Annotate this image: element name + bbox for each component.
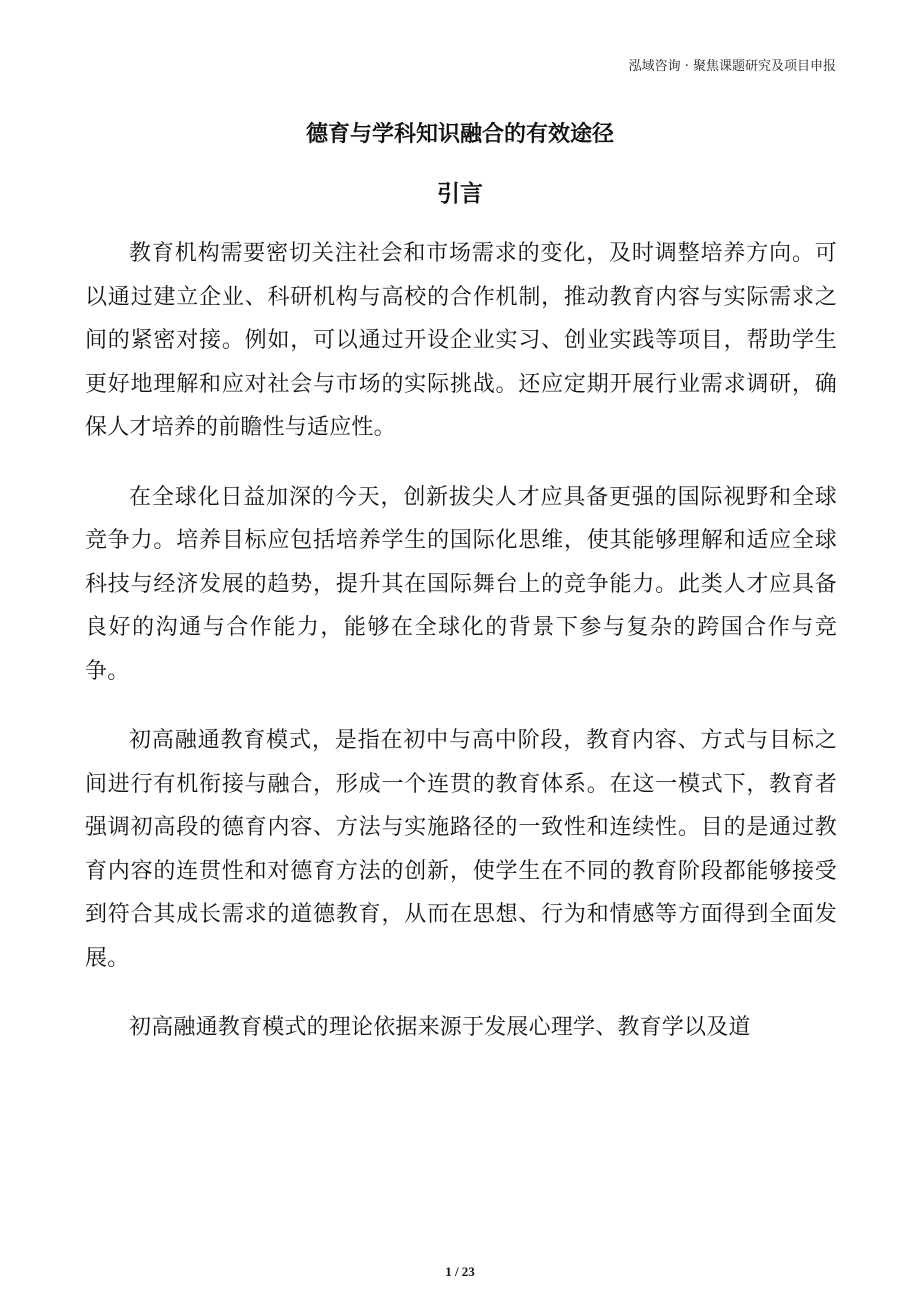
section-heading: 引言	[437, 181, 483, 207]
paragraph: 教育机构需要密切关注社会和市场需求的变化，及时调整培养方向。可以通过建立企业、科研机构与高校的合作机制，推动教育内容与实际需求之间的紧密对接。例如，可以通过开设企业实习、创业实践等项目，帮助学生更好地理解和应对社会与市场的实际挑战。还应定期开展行业需求调研，确保人才培养的前瞻性与适应性。	[85, 241, 837, 440]
paragraph: 初高融通教育模式的理论依据来源于发展心理学、教育学以及道	[129, 1015, 751, 1040]
document-body	[85, 232, 837, 1076]
document-title: 德育与学科知识融合的有效途径	[305, 122, 614, 147]
paragraph: 初高融通教育模式，是指在初中与高中阶段，教育内容、方式与目标之间进行有机衔接与融合，形成一个连贯的教育体系。在这一模式下，教育者强调初高段的德育内容、方法与实施路径的一致性和连续性。目的是通过教育内容的连贯性和对德育方法的创新，使学生在不同的教育阶段都能够接受到符合其成长需求的道德教育，从而在思想、行为和情感等方面得到全面发展。	[85, 728, 837, 971]
page-number: 1 / 23	[445, 1264, 475, 1279]
header-note: 泓域咨询 · 聚焦课题研究及项目申报	[628, 59, 836, 74]
paragraph: 在全球化日益加深的今天，创新拔尖人才应具备更强的国际视野和全球竞争力。培养目标应包括培养学生的国际化思维，使其能够理解和适应全球科技与经济发展的趋势，提升其在国际舞台上的竞争能力。此类人才应具备良好的沟通与合作能力，能够在全球化的背景下参与复杂的跨国合作与竞争。	[85, 484, 837, 684]
